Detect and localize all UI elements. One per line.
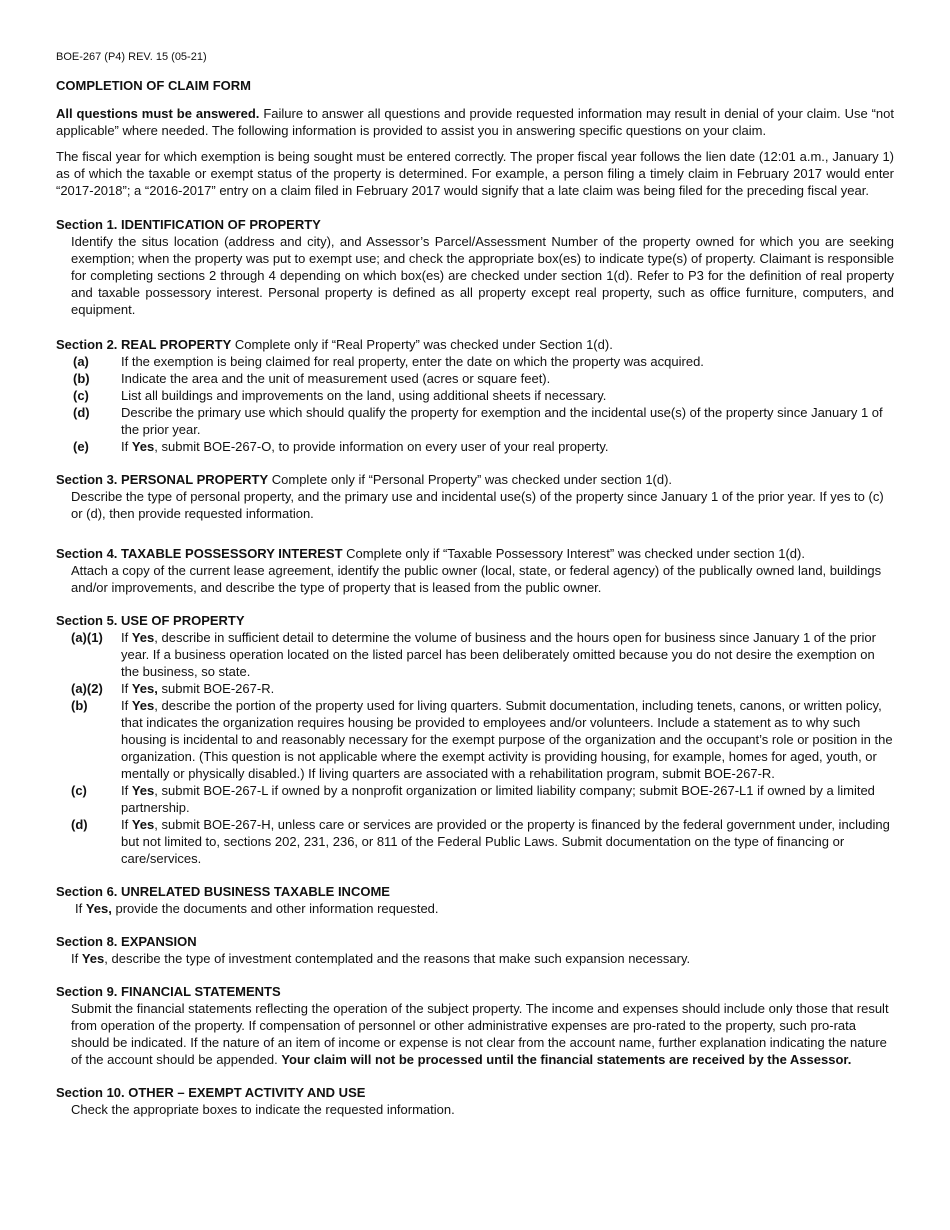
section-10-heading: Section 10. OTHER – EXEMPT ACTIVITY AND USE bbox=[56, 1085, 366, 1100]
intro-paragraph bbox=[56, 105, 894, 139]
section-2 bbox=[56, 336, 894, 455]
intro-lead: All questions must be answered. bbox=[56, 106, 260, 121]
document-page bbox=[56, 51, 894, 1118]
page-title: COMPLETION OF CLAIM FORM bbox=[56, 78, 251, 93]
section-4-text: Attach a copy of the current lease agreement, identify the public owner (local, state, or federal agency) of the publically owned land, buildings and/or improvements, and describe the type of property that is leased from the public owner. bbox=[71, 563, 882, 595]
list-item: (c) If Yes, submit BOE-267-L if owned by a nonprofit organization or limited liability company; submit BOE-267-L1 if owned by a limited partnership. bbox=[71, 783, 875, 815]
list-item: (a)(1) If Yes, describe in sufficient detail to determine the volume of business and the hours open for business since January 1 of the prior year. If a business operation located on the listed parcel has been deliberately omitted because you do not desire the exemption on the business, so state. bbox=[71, 630, 876, 679]
intro-rest: Failure to answer all questions and provide requested information may result in denial of your claim. Use “not applicable” where needed. The following information is provided to assist you in answering specific questions on your claim. bbox=[56, 106, 894, 138]
section-1-text: Identify the situs location (address and city), and Assessor’s Parcel/Assessment Number of the property owned for which you are seeking exemption; when the property was put to exempt use; and check the appropriate box(es) to indicate type(s) of property. Claimant is responsible for completing sections 2 through 4 depending on which box(es) are checked under section 1(d). Refer to P3 for the definition of real property and taxable possessory interest. Personal property is defined as all property except real property, such as office furniture, computers, and equipment. bbox=[71, 234, 894, 317]
form-id: BOE-267 (P4) REV. 15 (05-21) bbox=[56, 51, 207, 63]
section-4-heading: Section 4. TAXABLE POSSESSORY INTEREST bbox=[56, 546, 343, 561]
section-10 bbox=[56, 1084, 894, 1118]
section-2-heading: Section 2. REAL PROPERTY bbox=[56, 337, 232, 352]
list-item: (d) If Yes, submit BOE-267-H, unless care or services are provided or the property is financed by the federal government under, including but not limited to, sections 202, 231, 236, or 811 of the Federal Public Laws. Submit documentation on the type of financing or care/services. bbox=[71, 817, 890, 866]
section-6 bbox=[56, 883, 894, 917]
section-9-text: Submit the financial statements reflecting the operation of the subject property. The income and expenses should include only those that result from operation of the property. If compensation of personnel or other administrative expenses are pro-rated to the property, such pro-rata should be indicated. If the nature of an item of income or expense is not clear from the account name, further explanation indicating the nature of the account should be appended. Your claim will not be processed until the financial statements are received by the Assessor. bbox=[71, 1001, 889, 1067]
list-item: (e) If Yes, submit BOE-267-O, to provide information on every user of your real property. bbox=[73, 439, 609, 454]
section-3-text: Describe the type of personal property, and the primary use and incidental use(s) of the property since January 1 of the prior year. If yes to (c) or (d), then provide requested information. bbox=[71, 489, 884, 521]
section-4 bbox=[56, 545, 894, 596]
list-item: (a) If the exemption is being claimed for real property, enter the date on which the property was acquired. bbox=[73, 354, 704, 369]
section-3-heading: Section 3. PERSONAL PROPERTY bbox=[56, 472, 269, 487]
section-1 bbox=[56, 216, 894, 318]
section-8-text: If Yes, describe the type of investment contemplated and the reasons that make such expansion necessary. bbox=[71, 951, 691, 966]
section-9 bbox=[56, 983, 894, 1068]
section-3-note: Complete only if “Personal Property” was checked under section 1(d). bbox=[268, 472, 673, 487]
section-9-heading: Section 9. FINANCIAL STATEMENTS bbox=[56, 984, 281, 999]
section-8-heading: Section 8. EXPANSION bbox=[56, 934, 197, 949]
section-3 bbox=[56, 471, 894, 522]
list-item: (c) List all buildings and improvements on the land, using additional sheets if necessary. bbox=[73, 388, 607, 403]
section-1-heading: Section 1. IDENTIFICATION OF PROPERTY bbox=[56, 217, 321, 232]
section-6-heading: Section 6. UNRELATED BUSINESS TAXABLE INCOME bbox=[56, 884, 390, 899]
section-6-text: If Yes, provide the documents and other information requested. bbox=[75, 901, 439, 916]
section-5 bbox=[56, 612, 894, 867]
list-item: (b) Indicate the area and the unit of measurement used (acres or square feet). bbox=[73, 371, 551, 386]
section-2-note: Complete only if “Real Property” was checked under Section 1(d). bbox=[231, 337, 613, 352]
section-5-heading: Section 5. USE OF PROPERTY bbox=[56, 613, 245, 628]
fiscal-year-paragraph: The fiscal year for which exemption is being sought must be entered correctly. The proper fiscal year follows the lien date (12:01 a.m., January 1) as of which the taxable or exempt status of the property is determined. For example, a person filing a timely claim in February 2017 would enter “2017-2018”; a “2016-2017” entry on a claim filed in February 2017 would signify that a late claim was being filed for the preceding fiscal year. bbox=[56, 149, 894, 198]
list-item: (a)(2) If Yes, submit BOE-267-R. bbox=[71, 681, 275, 696]
list-item: (d) Describe the primary use which should qualify the property for exemption and the incidental use(s) of the property since January 1 of the prior year. bbox=[73, 405, 883, 437]
section-4-note: Complete only if “Taxable Possessory Interest” was checked under section 1(d). bbox=[342, 546, 805, 561]
list-item: (b) If Yes, describe the portion of the property used for living quarters. Submit documentation, including tenets, canons, or written policy, that indicates the organization requires housing be provided to employees and/or volunteers. Include a statement as to why such housing is incidental to and reasonably necessary for the exempt purpose of the organization and the occupant’s role or position in the organization. (This question is not applicable where the exempt activity is providing housing, for example, homes for aged, youth, or mentally or physically disabled.) If living quarters are associated with a rehabilitation program, submit BOE-267-R. bbox=[71, 698, 893, 781]
section-10-text: Check the appropriate boxes to indicate the requested information. bbox=[71, 1102, 455, 1117]
section-8 bbox=[56, 933, 894, 967]
